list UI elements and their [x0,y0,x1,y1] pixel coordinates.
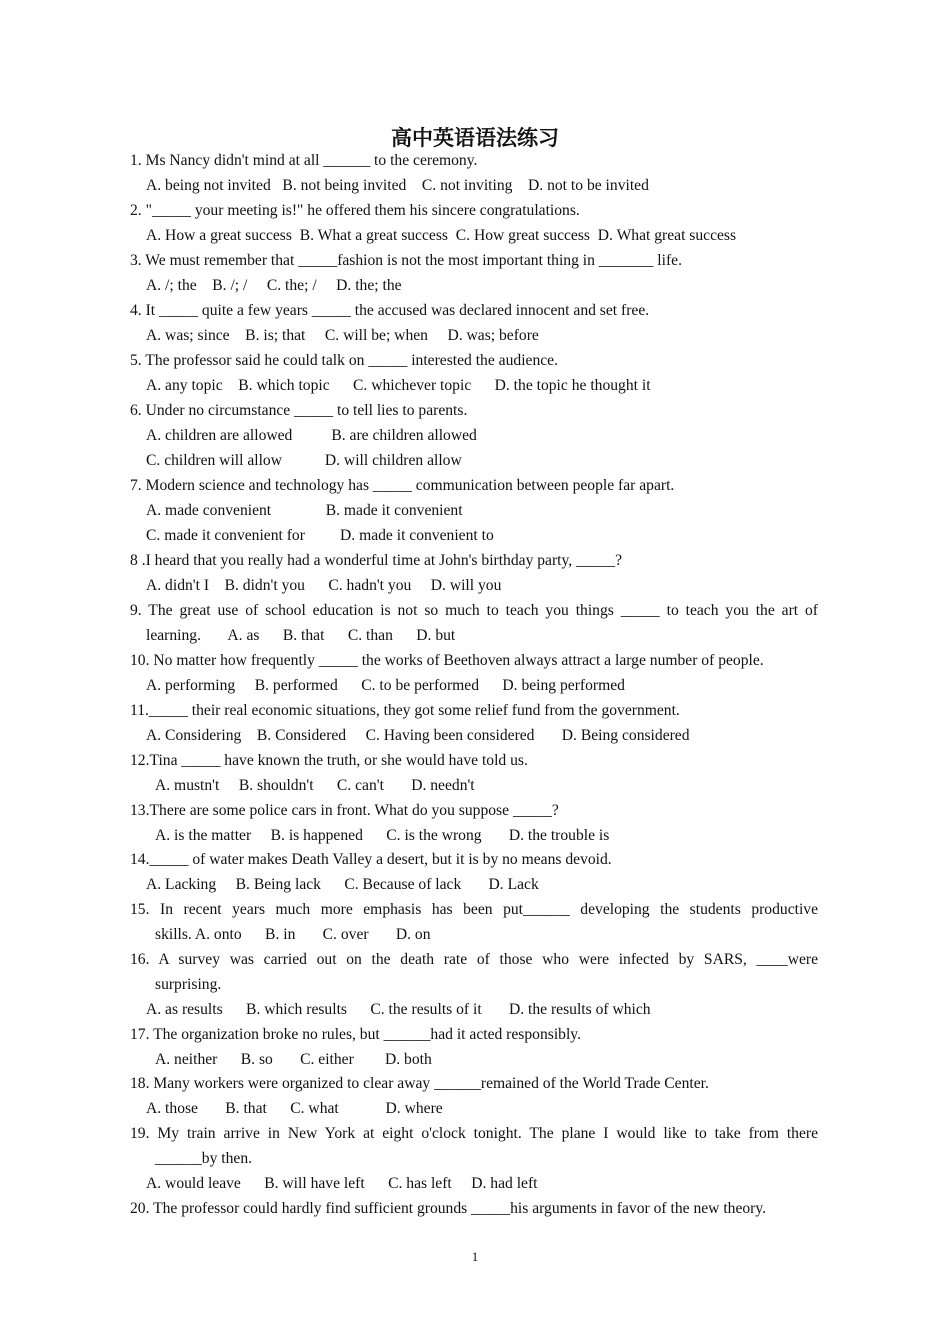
question-5-options: A. any topic B. which topic C. whichever topic D. the topic he thought it [146,377,651,394]
question-6-options-row2: C. children will allow D. will children allow [146,452,462,469]
question-17-stem: 17. The organization broke no rules, but ______had it acted responsibly. [130,1026,581,1043]
question-2-options: A. How a great success B. What a great success C. How great success D. What great success [146,227,737,244]
question-15-stem-continued: skills. A. onto B. in C. over D. on [155,926,431,943]
page-number: 1 [471,1249,479,1264]
question-17-options: A. neither B. so C. either D. both [155,1051,432,1068]
question-11-options: A. Considering B. Considered C. Having been considered D. Being considered [146,727,690,744]
question-6-options-row1: A. children are allowed B. are children allowed [146,427,477,444]
question-20-stem: 20. The professor could hardly find sufficient grounds _____his arguments in favor of the new theory. [130,1200,767,1217]
question-1-options: A. being not invited B. not being invited C. not inviting D. not to be invited [146,177,649,194]
page-title: 高中英语语法练习 [391,126,559,150]
question-18-stem: 18. Many workers were organized to clear away ______remained of the World Trade Center. [130,1075,709,1092]
question-5-stem: 5. The professor said he could talk on _____ interested the audience. [130,352,558,369]
question-15-stem: 15. In recent years much more emphasis has been put______ developing the students productive [130,901,818,918]
question-16-options: A. as results B. which results C. the results of it D. the results of which [146,1001,651,1018]
question-4-stem: 4. It _____ quite a few years _____ the accused was declared innocent and set free. [130,302,650,319]
question-14-options: A. Lacking B. Being lack C. Because of lack D. Lack [146,876,539,893]
question-11-stem: 11._____ their real economic situations, they got some relief fund from the government. [130,702,680,719]
question-9-stem: 9. The great use of school education is not so much to teach you things _____ to teach you the art of [130,602,818,619]
question-6-stem: 6. Under no circumstance _____ to tell lies to parents. [130,402,468,419]
question-3-options: A. /; the B. /; / C. the; / D. the; the [146,277,402,294]
question-13-stem: 13.There are some police cars in front. What do you suppose _____? [130,802,559,819]
question-10-stem: 10. No matter how frequently _____ the works of Beethoven always attract a large number of people. [130,652,764,669]
question-13-options: A. is the matter B. is happened C. is the wrong D. the trouble is [155,827,610,844]
question-8-stem: 8 .I heard that you really had a wonderful time at John's birthday party, _____? [130,552,622,569]
question-2-stem: 2. "_____ your meeting is!" he offered them his sincere congratulations. [130,202,580,219]
question-16-stem-continued: surprising. [155,976,222,993]
question-9-stem-continued: learning. A. as B. that C. than D. but [146,627,456,644]
question-12-stem: 12.Tina _____ have known the truth, or she would have told us. [130,752,528,769]
question-12-options: A. mustn't B. shouldn't C. can't D. needn't [155,777,475,794]
question-8-options: A. didn't I B. didn't you C. hadn't you D. will you [146,577,502,594]
question-7-options-row2: C. made it convenient for D. made it convenient to [146,527,494,544]
question-14-stem: 14._____ of water makes Death Valley a desert, but it is by no means devoid. [130,851,612,868]
question-16-stem: 16. A survey was carried out on the death rate of those who were infected by SARS, ____were [130,951,818,968]
question-3-stem: 3. We must remember that _____fashion is not the most important thing in _______ life. [130,252,682,269]
question-7-stem: 7. Modern science and technology has _____ communication between people far apart. [130,477,675,494]
question-4-options: A. was; since B. is; that C. will be; when D. was; before [146,327,539,344]
question-19-stem: 19. My train arrive in New York at eight o'clock tonight. The plane I would like to take from there [130,1125,818,1142]
question-18-options: A. those B. that C. what D. where [146,1100,443,1117]
question-1-stem: 1. Ms Nancy didn't mind at all ______ to the ceremony. [130,152,478,169]
question-19-options: A. would leave B. will have left C. has left D. had left [146,1175,538,1192]
question-10-options: A. performing B. performed C. to be performed D. being performed [146,677,625,694]
question-19-stem-continued: ______by then. [155,1150,253,1167]
question-7-options-row1: A. made convenient B. made it convenient [146,502,463,519]
